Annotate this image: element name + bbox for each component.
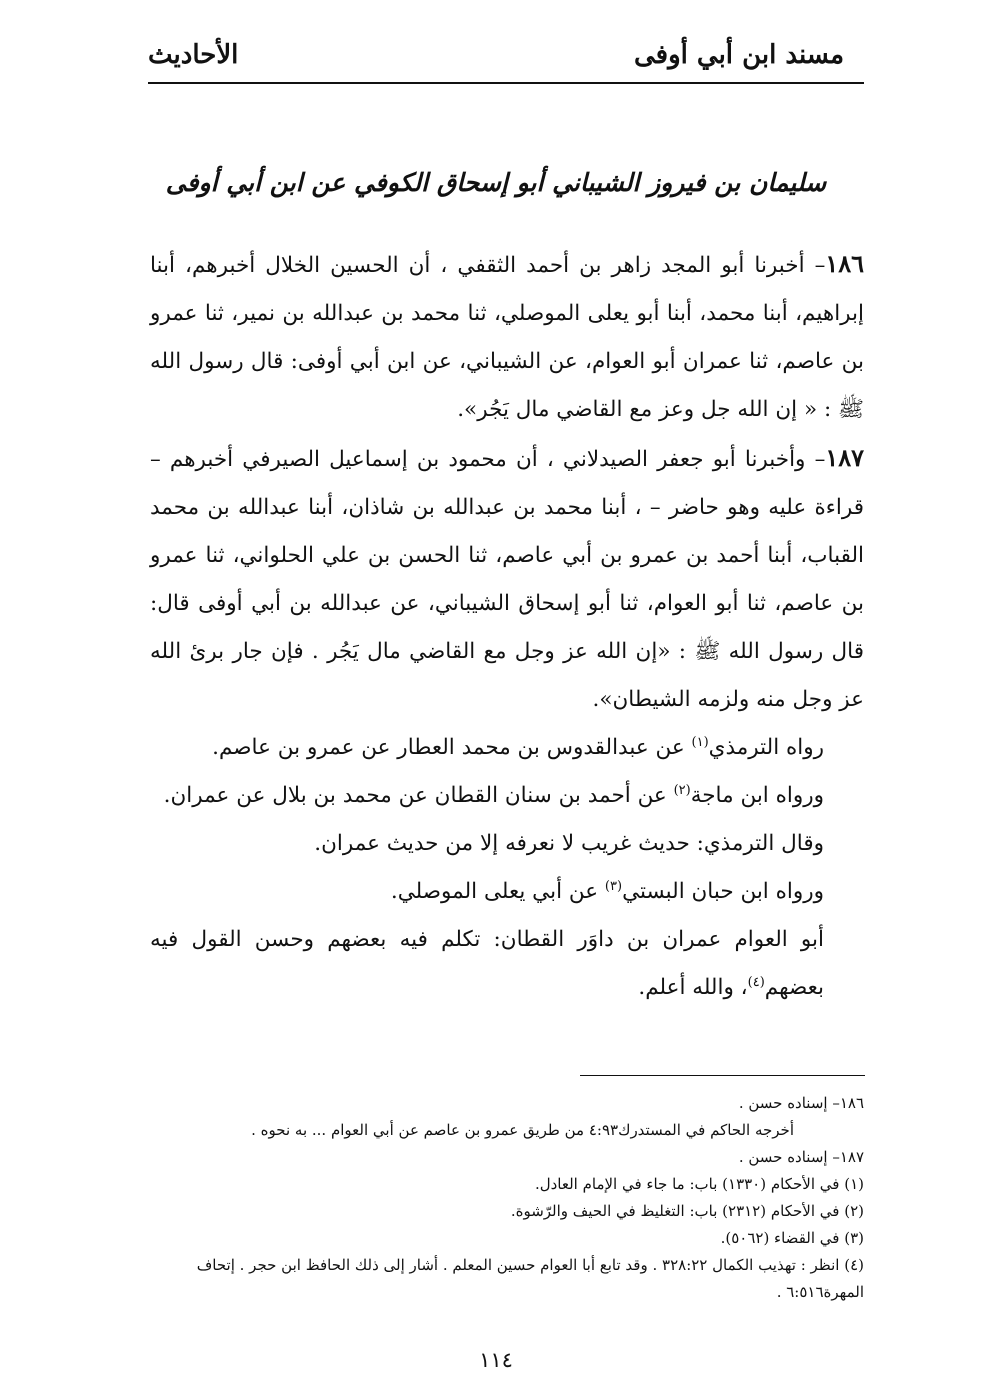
footnotes [150,1090,864,1306]
commentary-text: ورواه ابن ماجة [690,783,824,808]
footnote: (٤) انظر : تهذيب الكمال ٣٢٨:٢٢ . وقد تابع أبا العوام حسين المعلم . أشار إلى ذلك الحافظ ابن حجر . إتحاف المهرة٦:٥١٦ . [196,1256,864,1301]
footnote: ١٨٦– إسناده حسن . [738,1094,864,1112]
footnote: (٣) في القضاء (٥٠٦٢). [720,1229,864,1247]
commentary-text: عن أحمد بن سنان القطان عن محمد بن بلال عن عمران. [163,783,674,808]
footnote: (١) في الأحكام (١٣٣٠) باب: ما جاء في الإمام العادل. [534,1175,864,1193]
commentary-line [150,772,864,820]
hadith-number: ١٨٧ [825,443,864,472]
commentary-line [150,868,864,916]
commentary-text: رواه الترمذي [708,735,824,760]
main-text [150,240,864,1012]
page-number: ١١٤ [479,1348,513,1372]
footnote: (٢) في الأحكام (٢٣١٢) باب: التغليظ في الحيف والرّشوة. [510,1202,864,1220]
footnote-ref: (٤) [747,974,765,990]
commentary-line [150,916,864,1012]
hadith-text: – أخبرنا أبو المجد زاهر بن أحمد الثقفي ، أن الحسين الخلال أخبرهم، أبنا إبراهيم، أبنا محمد، أبنا أبو يعلى الموصلي، ثنا محمد بن عبدالله بن نمير، ثنا عمرو بن عاصم، ثنا عمران أبو العوام، عن الشيباني، عن ابن أبي أوفى: قال رسول الله ﷺ : « إن الله جل وعز مع القاضي مال يَجُر». [150,253,864,422]
footnote-ref: (١) [691,734,709,750]
running-header [148,30,844,80]
hadith-number: ١٨٦ [825,249,864,278]
header-rule [148,82,864,84]
footnote-rule [580,1075,865,1076]
footnote-ref: (٢) [673,782,691,798]
hadith-paragraph [150,434,864,724]
commentary-text: ، والله أعلم. [638,975,748,1000]
footnote: ١٨٧– إسناده حسن . [738,1148,864,1166]
commentary-text: عن أبي يعلى الموصلي. [390,879,605,904]
hadith-text: – وأخبرنا أبو جعفر الصيدلاني ، أن محمود بن إسماعيل الصيرفي أخبرهم – قراءة عليه وهو حاضر – ، أبنا محمد بن عبدالله بن شاذان، أبنا عبدالله بن محمد القباب، أبنا أحمد بن عمرو بن أبي عاصم، ثنا الحسن بن علي الحلواني، ثنا عمرو بن عاصم، ثنا أبو العوام، ثنا أبو إسحاق الشيباني، عن عبدالله بن أبي أوفى قال: قال رسول الله ﷺ : «إن الله عز وجل مع القاضي مال يَجُر . فإن جار برئ الله عز وجل منه ولزمه الشيطان». [150,447,864,712]
section-title: سليمان بن فيروز الشيباني أبو إسحاق الكوفي عن ابن أبي أوفى [165,168,827,197]
commentary-text: عن عبدالقدوس بن محمد العطار عن عمرو بن عاصم. [212,735,692,760]
footnote-ref: (٣) [604,878,623,894]
book-title: مسند ابن أبي أوفى [633,40,844,70]
commentary-line: وقال الترمذي: حديث غريب لا نعرفه إلا من حديث عمران. [314,831,824,856]
commentary-text: ورواه ابن حبان البستي [622,879,824,904]
commentary-line [150,724,864,772]
commentary-text: أبو العوام عمران بن داوَر القطان: تكلم فيه بعضهم وحسن القول فيه بعضهم [150,927,824,1000]
section-name: الأحاديث [148,40,239,70]
hadith-paragraph [150,240,864,434]
footnote: أخرجه الحاكم في المستدرك٤:٩٣ من طريق عمرو بن عاصم عن أبي العوام ... به نحوه . [251,1121,794,1139]
